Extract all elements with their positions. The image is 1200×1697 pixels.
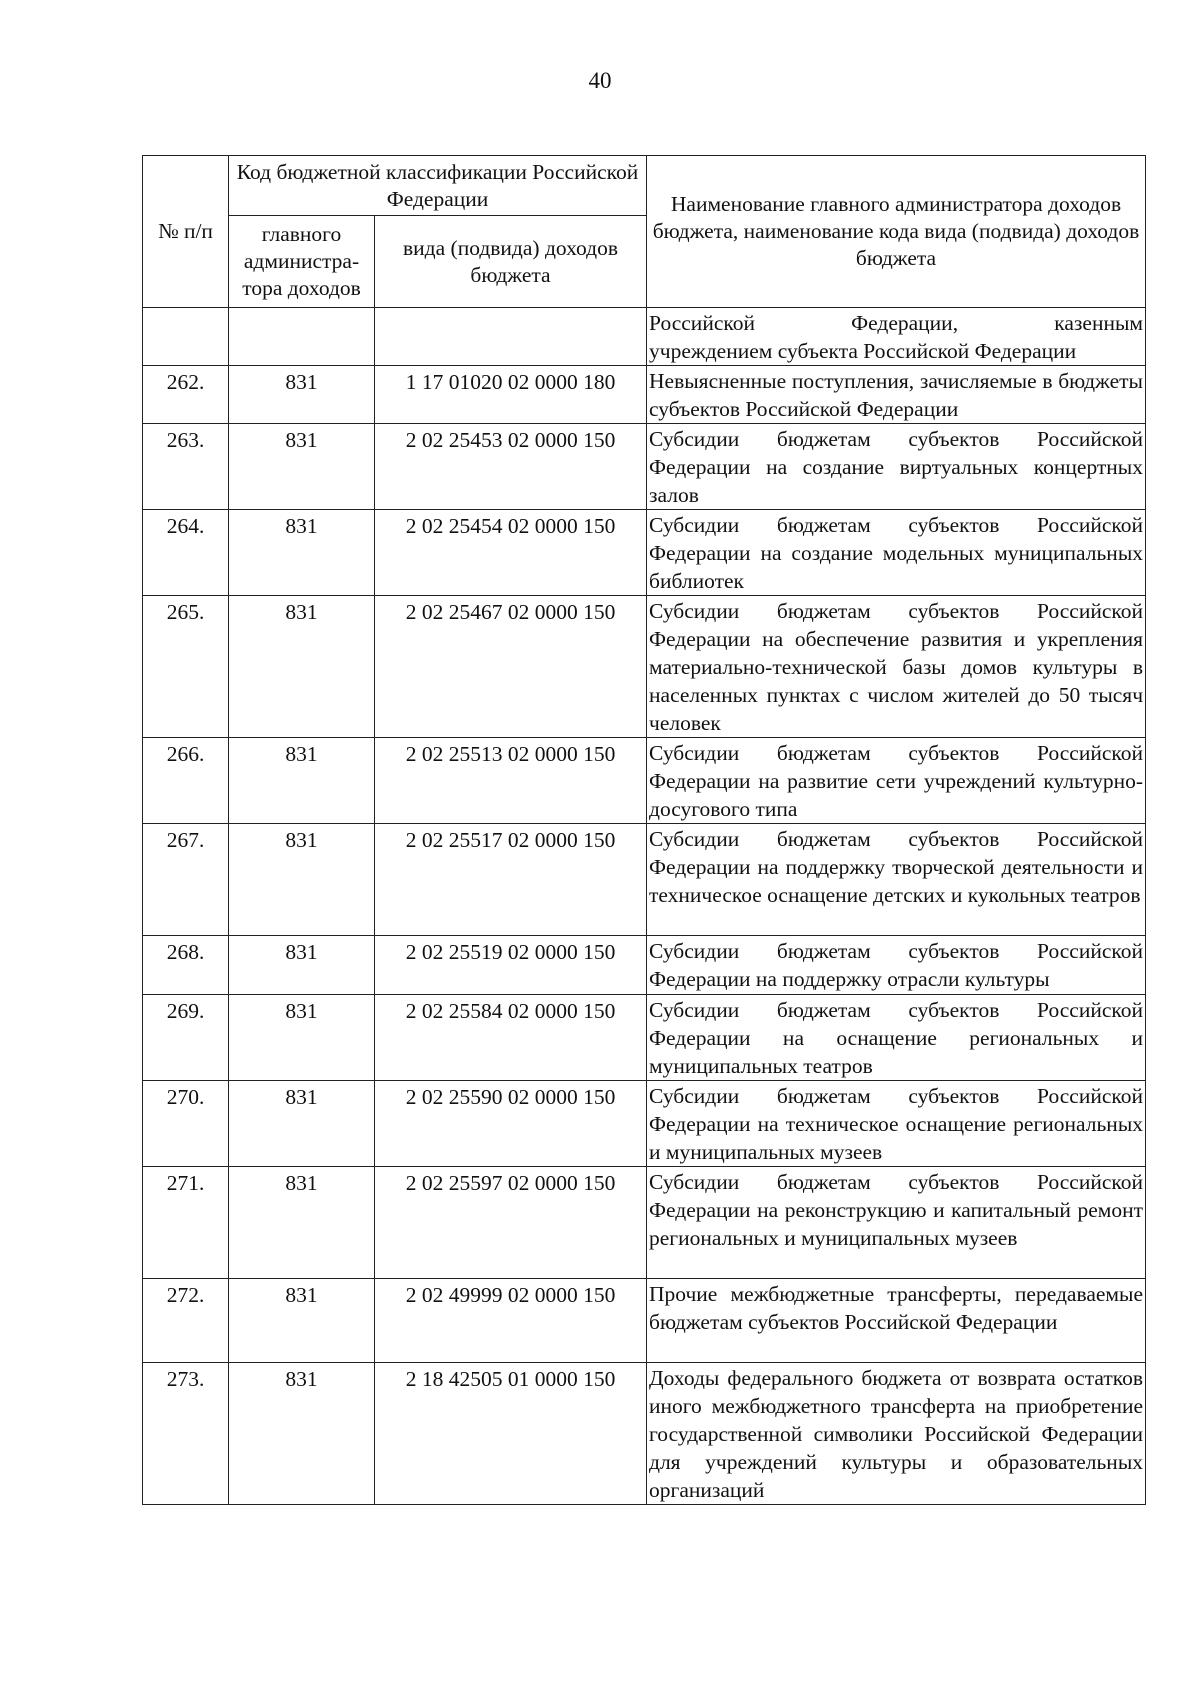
cell-description: Субсидии бюджетам субъектов Российской Федерации на обеспечение развития и укрепления материально-технической базы домов культуры в населенных пунктах с числом жителей до 50 тысяч человек (647, 596, 1146, 738)
header-number: № п/п (143, 156, 229, 308)
cell-code: 2 02 25517 02 0000 150 (375, 824, 647, 936)
table-row (143, 824, 1146, 936)
cell-number: 263. (143, 424, 229, 510)
cell-code: 2 02 25513 02 0000 150 (375, 738, 647, 824)
cell-number: 265. (143, 596, 229, 738)
cell-number (143, 308, 229, 366)
cell-number: 266. (143, 738, 229, 824)
header-name: Наименование главного администратора доходов бюджета, наименование кода вида (подвида) доходов бюджета (647, 156, 1146, 308)
continuation-line-1: Российской Федерации, казенным (649, 311, 1144, 335)
cell-number: 262. (143, 366, 229, 424)
cell-description: Субсидии бюджетам субъектов Российской Федерации на оснащение региональных и муниципальных театров (647, 995, 1146, 1081)
table-row (143, 738, 1146, 824)
cell-admin: 831 (229, 936, 375, 995)
cell-admin: 831 (229, 1167, 375, 1279)
cell-admin: 831 (229, 1279, 375, 1363)
cell-code: 2 02 25590 02 0000 150 (375, 1081, 647, 1167)
cell-code: 2 02 49999 02 0000 150 (375, 1279, 647, 1363)
continuation-line-2: учреждением субъекта Российской Федерации (649, 339, 1077, 363)
cell-description (647, 308, 1146, 366)
page-number: 40 (588, 68, 612, 93)
cell-description: Субсидии бюджетам субъектов Российской Федерации на техническое оснащение региональных и муниципальных музеев (647, 1081, 1146, 1167)
budget-classification-table (142, 155, 1146, 1505)
cell-admin: 831 (229, 1081, 375, 1167)
table-row (143, 995, 1146, 1081)
cell-description: Прочие межбюджетные трансферты, передаваемые бюджетам субъектов Российской Федерации (647, 1279, 1146, 1363)
cell-code: 2 18 42505 01 0000 150 (375, 1363, 647, 1505)
table-row (143, 596, 1146, 738)
cell-number: 270. (143, 1081, 229, 1167)
cell-admin (229, 308, 375, 366)
cell-code: 2 02 25519 02 0000 150 (375, 936, 647, 995)
header-admin: главного администра-тора доходов (229, 216, 375, 308)
table-row (143, 1279, 1146, 1363)
cell-description: Доходы федерального бюджета от возврата остатков иного межбюджетного трансферта на приобретение государственной символики Российской Федерации для учреждений культуры и образовательных организаций (647, 1363, 1146, 1505)
table-row (143, 424, 1146, 510)
cell-number: 269. (143, 995, 229, 1081)
cell-number: 268. (143, 936, 229, 995)
table-row (143, 1167, 1146, 1279)
cell-admin: 831 (229, 366, 375, 424)
cell-description: Субсидии бюджетам субъектов Российской Федерации на поддержку отрасли культуры (647, 936, 1146, 995)
table-row (143, 510, 1146, 596)
cell-code (375, 308, 647, 366)
cell-number: 272. (143, 1279, 229, 1363)
cell-code: 2 02 25467 02 0000 150 (375, 596, 647, 738)
cell-description: Субсидии бюджетам субъектов Российской Федерации на реконструкцию и капитальный ремонт региональных и муниципальных музеев (647, 1167, 1146, 1279)
cell-number: 273. (143, 1363, 229, 1505)
cell-admin: 831 (229, 824, 375, 936)
cell-description: Субсидии бюджетам субъектов Российской Федерации на развитие сети учреждений культурно-досугового типа (647, 738, 1146, 824)
cell-code: 2 02 25454 02 0000 150 (375, 510, 647, 596)
table-row (143, 366, 1146, 424)
cell-admin: 831 (229, 995, 375, 1081)
cell-admin: 831 (229, 510, 375, 596)
table-row (143, 1081, 1146, 1167)
table-row-continuation (143, 308, 1146, 366)
header-code-group: Код бюджетной классификации Российской Федерации (229, 156, 647, 216)
cell-admin: 831 (229, 1363, 375, 1505)
cell-code: 2 02 25597 02 0000 150 (375, 1167, 647, 1279)
cell-description: Субсидии бюджетам субъектов Российской Федерации на поддержку творческой деятельности и техническое оснащение детских и кукольных театров (647, 824, 1146, 936)
cell-code: 2 02 25453 02 0000 150 (375, 424, 647, 510)
cell-code: 1 17 01020 02 0000 180 (375, 366, 647, 424)
cell-number: 267. (143, 824, 229, 936)
table-row (143, 1363, 1146, 1505)
cell-admin: 831 (229, 424, 375, 510)
cell-admin: 831 (229, 596, 375, 738)
cell-code: 2 02 25584 02 0000 150 (375, 995, 647, 1081)
cell-description: Невыясненные поступления, зачисляемые в бюджеты субъектов Российской Федерации (647, 366, 1146, 424)
header-kind: вида (подвида) доходов бюджета (375, 216, 647, 308)
table-row (143, 936, 1146, 995)
cell-description: Субсидии бюджетам субъектов Российской Федерации на создание виртуальных концертных залов (647, 424, 1146, 510)
cell-description: Субсидии бюджетам субъектов Российской Федерации на создание модельных муниципальных библиотек (647, 510, 1146, 596)
cell-admin: 831 (229, 738, 375, 824)
cell-number: 271. (143, 1167, 229, 1279)
cell-number: 264. (143, 510, 229, 596)
